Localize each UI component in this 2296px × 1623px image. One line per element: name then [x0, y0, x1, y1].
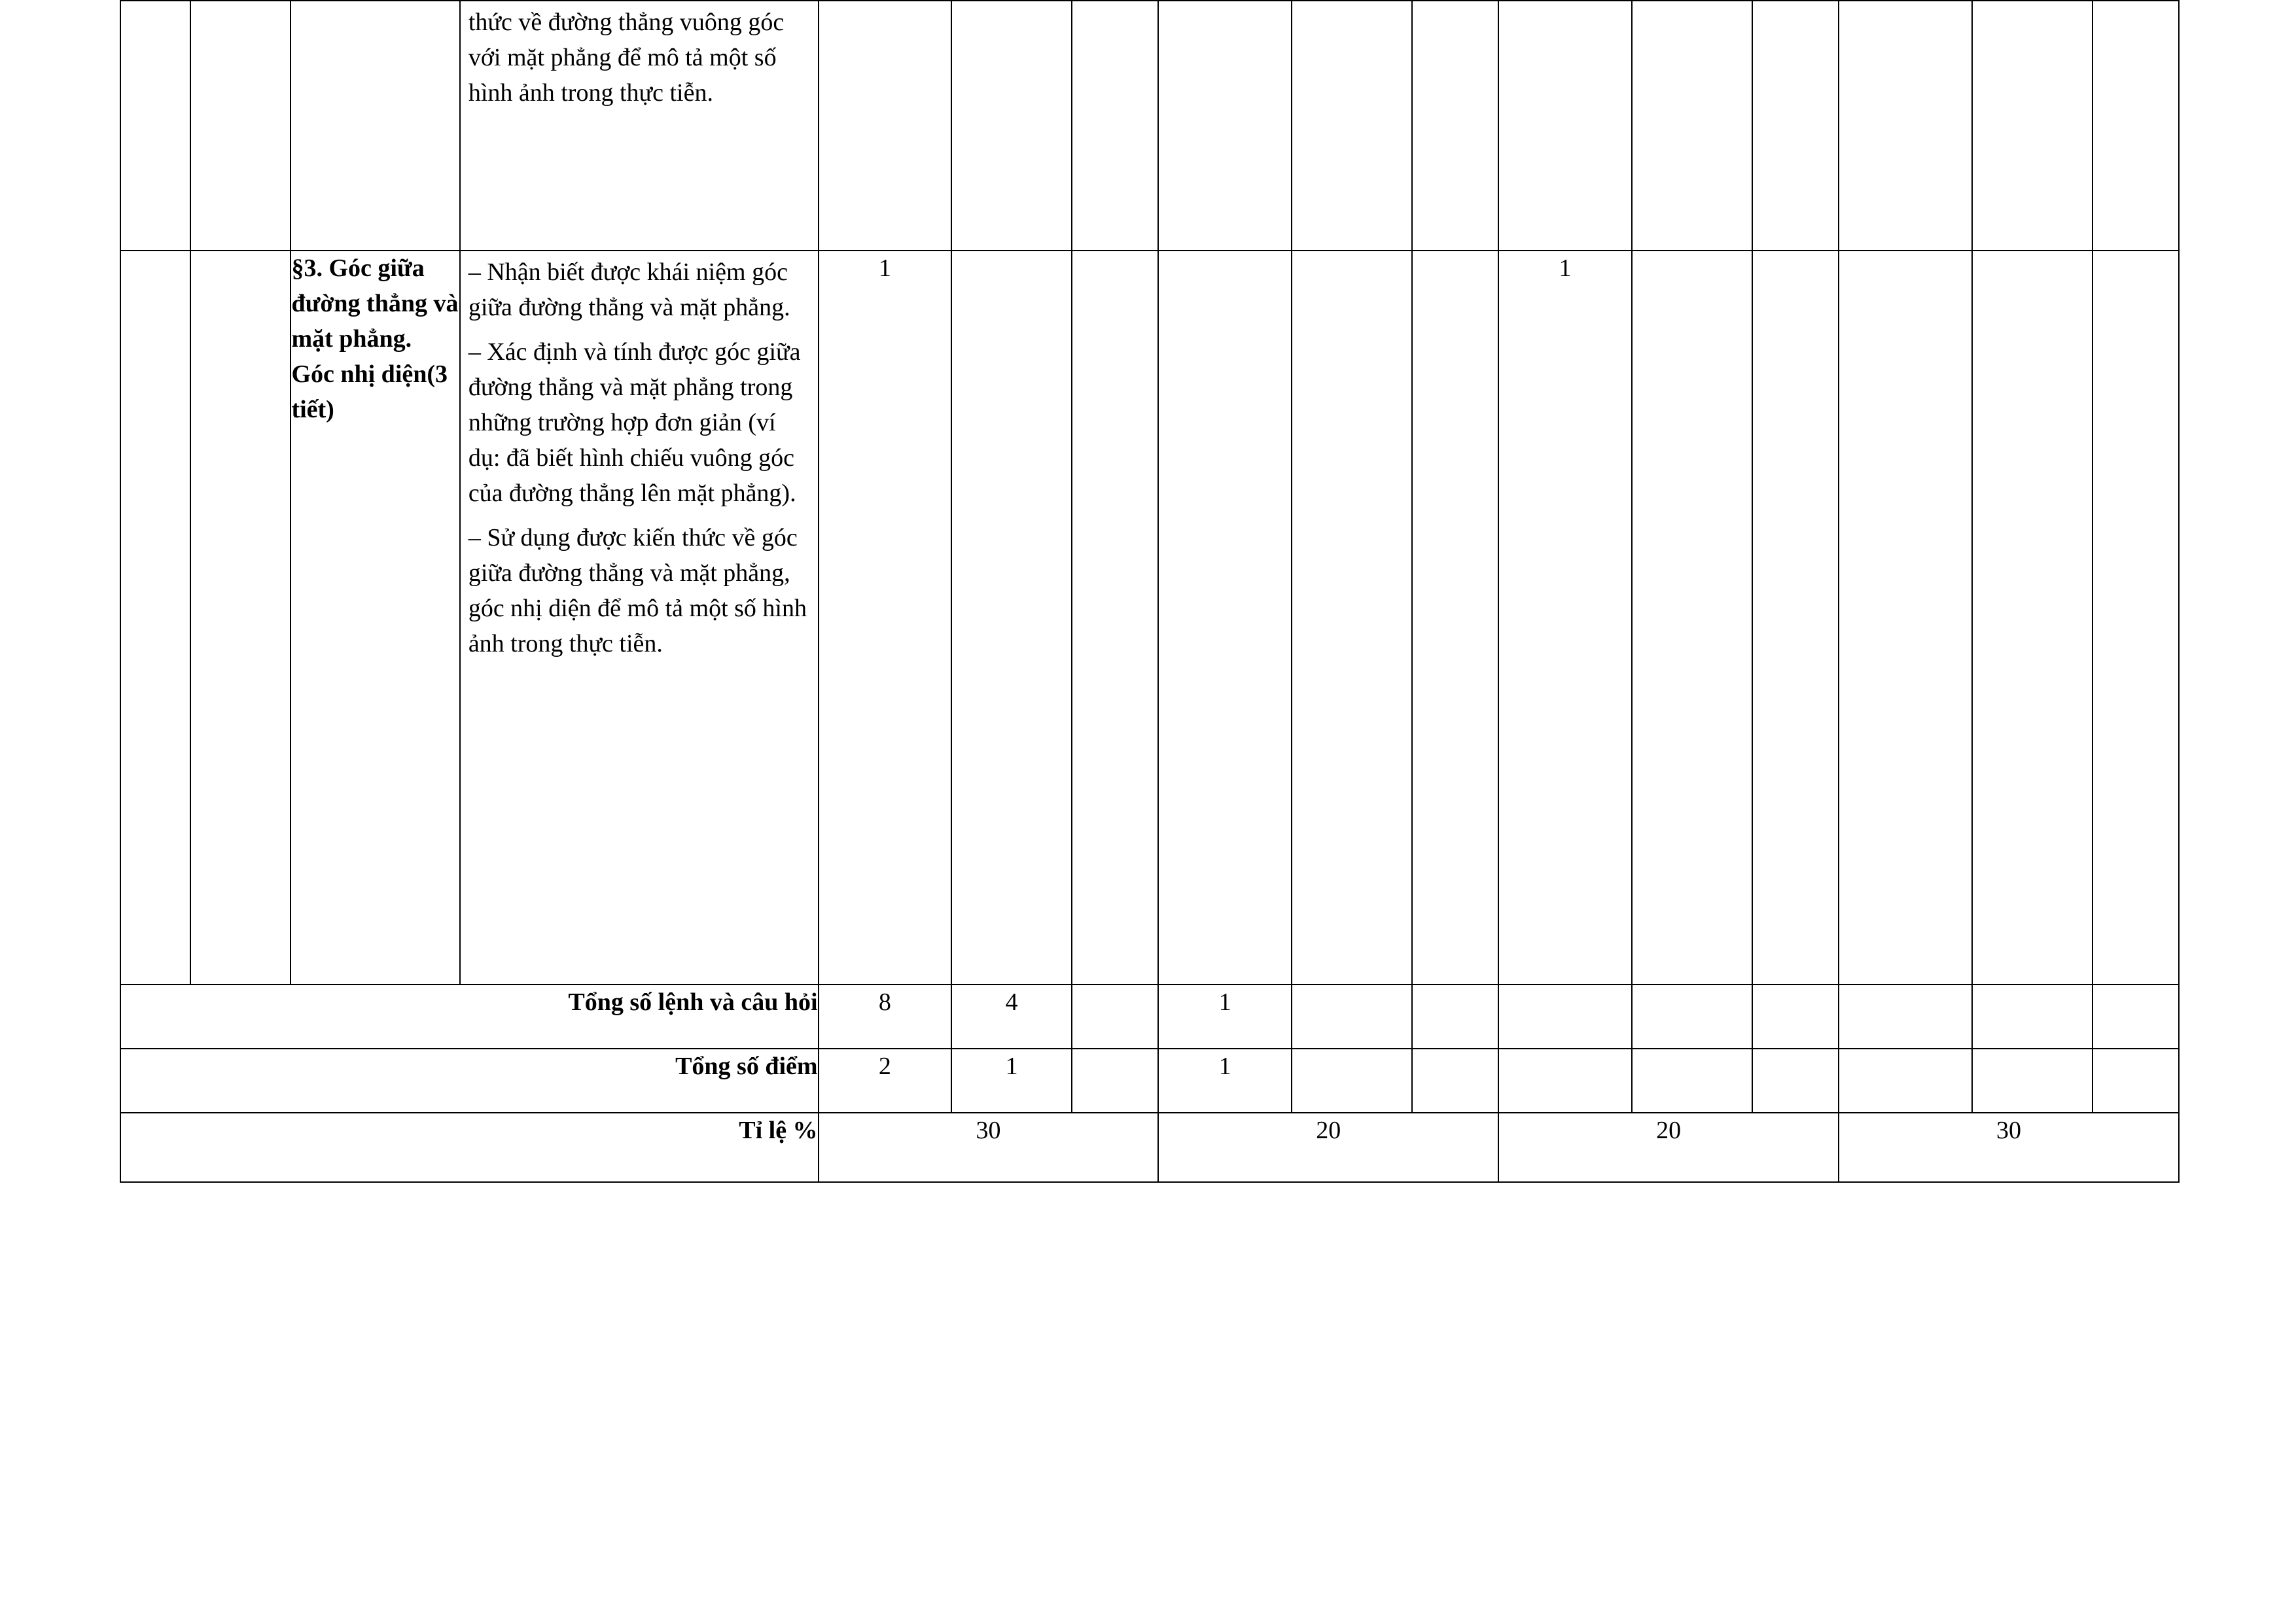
cell-value	[1752, 985, 1839, 1049]
chapter-label: §3. Góc giữa đường thẳng và mặt phẳng. Góc nhị diện(3 tiết)	[291, 251, 459, 985]
cell-value	[1292, 251, 1412, 985]
ratio-value: 20	[1158, 1113, 1498, 1182]
cell-value	[951, 251, 1072, 985]
cell-value	[1158, 1, 1292, 251]
cell-value	[1972, 251, 2093, 985]
table-row-total-questions	[120, 985, 2179, 1049]
cell-chuong	[190, 1, 291, 251]
requirement-text: – Xác định và tính được góc giữa đường thẳng và mặt phẳng trong những trường hợp đơn giản (ví dụ: đã biết hình chiếu vuông góc của đường thẳng lên mặt phẳng).	[468, 338, 801, 507]
cell-value: 8	[819, 985, 952, 1049]
cell-stt	[120, 1, 190, 251]
cell-value	[1412, 1, 1498, 251]
cell-value: 2	[819, 1049, 952, 1113]
cell-value	[1839, 985, 1972, 1049]
cell-value	[1632, 1, 1752, 251]
cell-value	[1972, 1049, 2093, 1113]
cell-value	[1072, 985, 1158, 1049]
cell-value	[1632, 251, 1752, 985]
table-row	[120, 251, 2179, 985]
cell-value	[1412, 985, 1498, 1049]
cell-value	[1072, 1, 1158, 251]
cell-value	[1752, 1049, 1839, 1113]
cell-value	[1158, 251, 1292, 985]
cell-value	[1839, 251, 1972, 985]
cell-value: 1	[1158, 985, 1292, 1049]
table-row	[120, 1, 2179, 251]
cell-value	[1292, 1049, 1412, 1113]
requirement-text: thức về đường thẳng vuông góc với mặt phẳng để mô tả một số hình ảnh trong thực tiễn.	[468, 9, 785, 107]
cell-noidung	[291, 1, 459, 251]
cell-value	[2093, 985, 2179, 1049]
cell-chuong	[190, 251, 291, 985]
cell-value: 1	[1498, 251, 1632, 985]
cell-value	[1292, 985, 1412, 1049]
ratio-value: 20	[1498, 1113, 1839, 1182]
cell-value	[1752, 251, 1839, 985]
ratio-label: Tỉ lệ %	[120, 1113, 819, 1182]
cell-value	[1498, 985, 1632, 1049]
cell-yeucau	[460, 251, 819, 985]
table-row-ratio	[120, 1113, 2179, 1182]
cell-value	[1839, 1049, 1972, 1113]
cell-value	[1498, 1, 1632, 251]
cell-stt	[120, 251, 190, 985]
cell-value	[951, 1, 1072, 251]
cell-value	[1632, 985, 1752, 1049]
cell-value: 4	[951, 985, 1072, 1049]
cell-value	[1972, 1, 2093, 251]
cell-value	[1498, 1049, 1632, 1113]
ratio-value: 30	[819, 1113, 1159, 1182]
cell-value	[1972, 985, 2093, 1049]
cell-value: 1	[951, 1049, 1072, 1113]
ratio-value: 30	[1839, 1113, 2179, 1182]
cell-value	[1412, 251, 1498, 985]
cell-value	[1072, 251, 1158, 985]
requirement-text: – Sử dụng được kiến thức về góc giữa đường thẳng và mặt phẳng, góc nhị diện để mô tả một số hình ảnh trong thực tiễn.	[468, 523, 807, 657]
cell-value	[1412, 1049, 1498, 1113]
cell-value: 1	[819, 251, 952, 985]
cell-value	[2093, 251, 2179, 985]
cell-value	[1292, 1, 1412, 251]
cell-value	[1752, 1, 1839, 251]
cell-value	[1072, 1049, 1158, 1113]
cell-value	[2093, 1049, 2179, 1113]
total-points-label: Tổng số điểm	[120, 1049, 819, 1113]
cell-yeucau	[460, 1, 819, 251]
requirement-text: – Nhận biết được khái niệm góc giữa đường thẳng và mặt phẳng.	[468, 258, 790, 321]
cell-value	[2093, 1, 2179, 251]
exam-matrix-table	[120, 0, 2180, 1183]
cell-value	[1632, 1049, 1752, 1113]
table-row-total-points	[120, 1049, 2179, 1113]
total-questions-label: Tổng số lệnh và câu hỏi	[120, 985, 819, 1049]
cell-value	[819, 1, 952, 251]
cell-value	[1839, 1, 1972, 251]
cell-value: 1	[1158, 1049, 1292, 1113]
